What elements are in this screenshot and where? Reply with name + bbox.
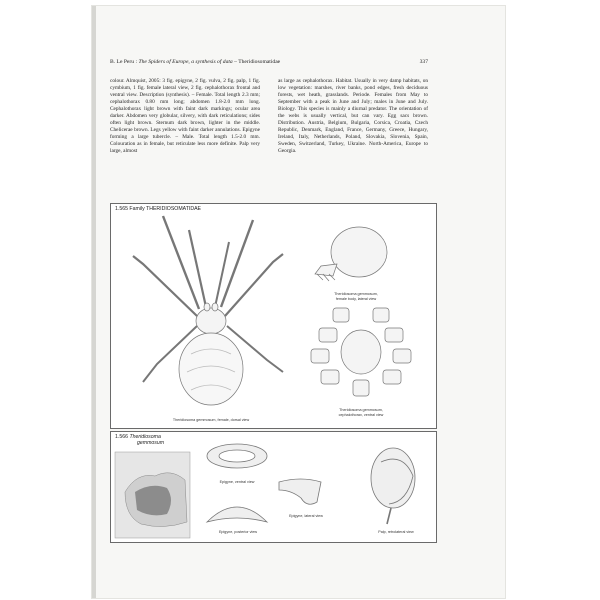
caption-dorsal: Theridiosoma gemmosum, female, dorsal view xyxy=(172,418,250,422)
figure-label: 1.565 Family THERIDIOSOMATIDAE xyxy=(115,206,201,212)
caption-ventral: Theridiosoma gemmosum, cephalothorax, ventral view xyxy=(338,408,384,417)
cephalothorax-ventral-illustration xyxy=(111,204,436,428)
page-number: 337 xyxy=(419,59,428,65)
caption-epigyne-lateral: Epigyne, lateral view xyxy=(289,514,323,518)
figure-family-plate xyxy=(110,203,437,429)
caption-epigyne-ventral: Epigyne, ventral view xyxy=(219,480,255,484)
text-column-right xyxy=(278,78,428,156)
caption-epigyne-posterior: Epigyne, posterior view xyxy=(218,530,258,534)
paragraph: as large as cephalothorax. Habitat. Usually in very damp habitats, on low vegetation: marshes, river banks, pond edges, fresh deciduous forests, wet heath, grasslands. Periode. Females from May to September with a peak in June and July; males in June and July. Biology. This species is mainly a diurnal predator. The orientation of the webs is usually vertical, but can vary. Egg sacs brown. Distribution. Austria, Belgium, Bulgaria, Corsica, Croatia, Czech Republic, Denmark, England, France, Germany, Greece, Hungary, Ireland, Italy, Netherlands, Poland, Slovakia, Slovenia, Spain, Sweden, Switzerland, Turkey, Ukraine. North-America, Europe to Georgia. xyxy=(278,78,428,155)
header-author: B. Le Peru xyxy=(110,59,135,65)
header-citation: B. Le Peru : The Spiders of Europe, a synthesis of data – Theridiosomatidae xyxy=(110,59,281,65)
figure-label: 1.566 Theridiosoma gemmosum xyxy=(115,434,165,446)
figure-species-plate xyxy=(110,431,437,543)
page-gutter xyxy=(92,6,96,598)
caption-palp: Palp, retrolateral view xyxy=(378,530,414,534)
header-family: Theridiosomatidae xyxy=(238,59,281,65)
caption-lateral: Theridiosoma gemmosum, female body, lateral view xyxy=(334,292,378,301)
header-book-title: The Spiders of Europe, a synthesis of data xyxy=(138,59,233,65)
paragraph: colour. Almquist, 2005: 3 fig. epigyne, 2 fig. vulva, 2 fig. palp, 1 fig. cymbium, 1 fig. female lateral view, 2 fig. cephalothorax frontal and ventral view. Description (synthesis). – Female. Total length 2.3 mm; cephalothorax 0.80 mm long; abdomen 1.8-2.0 mm long. Cephalothorax light brown with faint dark markings; ocular area darker. Abdomen very globular, silvery, with dark reticulations; sides often light brown. Sternum dark brown, lighter in the middle. Chelicerae brown. Legs yellow with faint darker annulations. Epigyne forming a large tubercle. – Male. Total length 1.5-2.0 mm. Colouration as in female, but reticulate less more definite. Palp very large, almost xyxy=(110,78,260,155)
running-header xyxy=(110,59,428,71)
text-column-left xyxy=(110,78,260,156)
palp-retrolateral-illustration xyxy=(111,432,436,542)
